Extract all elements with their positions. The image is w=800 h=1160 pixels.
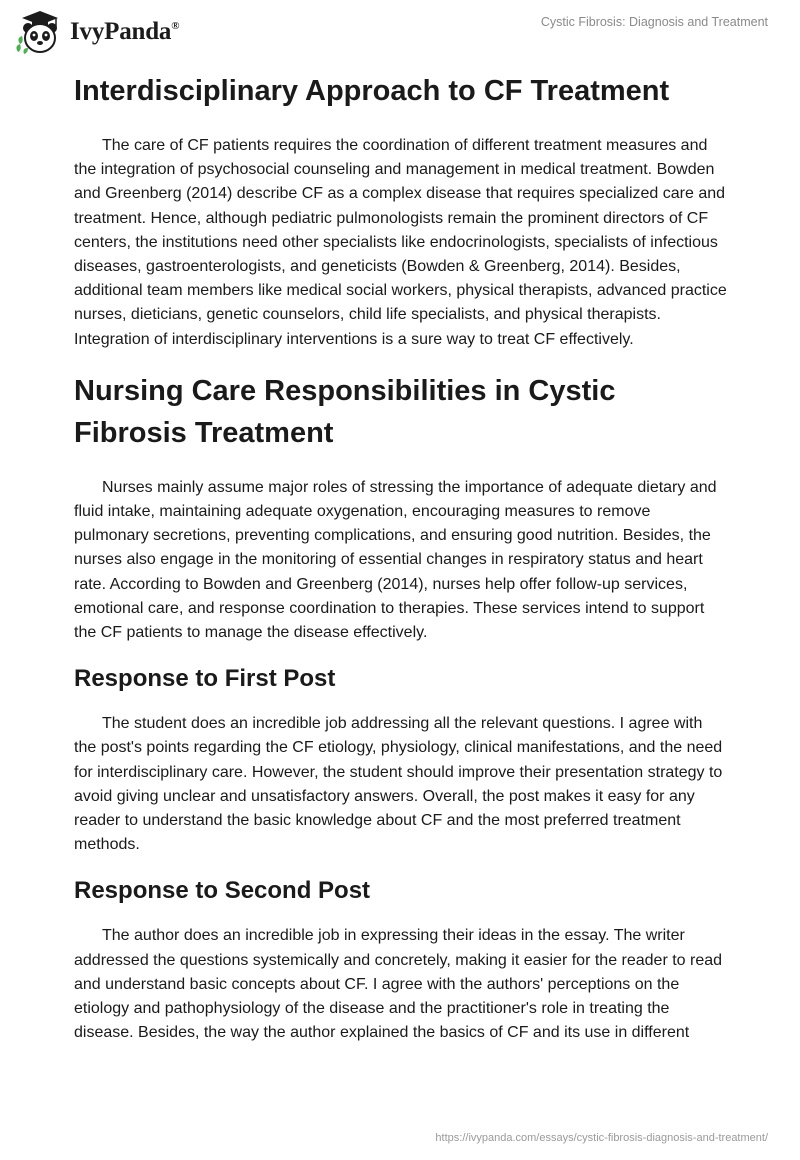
brand-name: IvyPanda® <box>70 18 180 45</box>
section-heading-interdisciplinary: Interdisciplinary Approach to CF Treatment <box>74 75 670 107</box>
paragraph-interdisciplinary: The care of CF patients requires the coordination of different treatment measures and the integration of psychosocial counseling and management in medical treatment. Bowden and Greenberg (2014) describe CF as a complex disease that requires specialized care and treatment. Hence, although pediatric pulmonologists remain the prominent directors of CF centers, the institutions need other specialists like endocrinologists, specialists of infectious diseases, gastroenterologists, and geneticists (Bowden & Greenberg, 2014). Besides, additional team members like medical social workers, physical therapists, advanced practice nurses, dieticians, genetic counselors, child life specialists, and physical therapists. Integration of interdisciplinary interventions is a sure way to treat CF effectively. <box>74 137 727 348</box>
section-heading-nursing-care: Nursing Care Responsibilities in Cystic Fibrosis Treatment <box>74 374 616 449</box>
essay-content <box>74 70 728 1045</box>
running-title: Cystic Fibrosis: Diagnosis and Treatment <box>540 15 768 29</box>
paragraph-nursing-care: Nurses mainly assume major roles of stressing the importance of adequate dietary and fluid intake, maintaining adequate oxygenation, encouraging measures to remove pulmonary secretions, preventing complications, and ensuring good nutrition. Besides, the nurses also engage in the monitoring of essential changes in respiratory status and heart rate. According to Bowden and Greenberg (2014), nurses help offer follow-up services, emotional care, and response coordination to therapies. These services intend to support the CF patients to manage the disease effectively. <box>74 478 717 642</box>
section-heading-second-post: Response to Second Post <box>74 877 371 905</box>
panda-mascot-icon <box>14 8 66 56</box>
registered-mark: ® <box>171 20 180 32</box>
paragraph-first-post: The student does an incredible job addressing all the relevant questions. I agree with the post's points regarding the CF etiology, physiology, clinical manifestations, and the need for interdisciplinary care. However, the student should improve their presentation strategy to avoid giving unclear and unsatisfactory answers. Overall, the post makes it easy for any reader to understand the basic knowledge about CF and the most preferred treatment methods. <box>74 715 723 854</box>
page-header <box>0 0 800 64</box>
source-url[interactable]: https://ivypanda.com/essays/cystic-fibrosis-diagnosis-and-treatment/ <box>435 1132 768 1144</box>
paragraph-second-post: The author does an incredible job in expressing their ideas in the essay. The writer addressed the questions systemically and concretely, making it easier for the reader to read and understand basic concepts about CF. I agree with the authors' perceptions on the etiology and pathophysiology of the disease and the practitioner's role in treating the disease. Besides, the way the author explained the basics of CF and its use in different <box>74 927 723 1042</box>
section-heading-first-post: Response to First Post <box>74 665 336 693</box>
ivypanda-logo[interactable] <box>14 8 179 56</box>
